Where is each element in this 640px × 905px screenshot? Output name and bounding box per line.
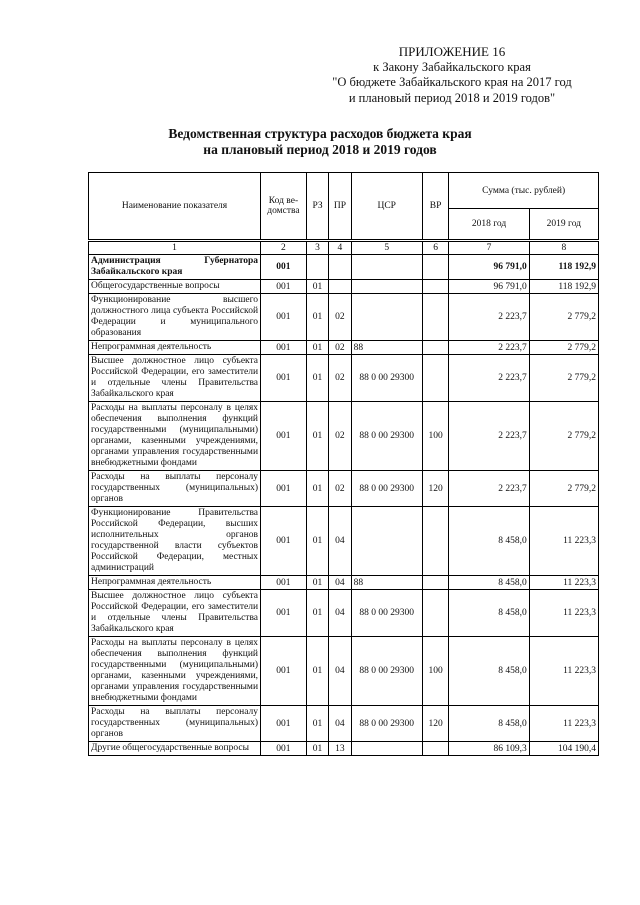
table-row xyxy=(89,255,599,280)
row-name: Функционирование Правительства Российской Федерации, высших исполнительных органов государственной власти субъектов Российской Федерации, местных администраций xyxy=(89,507,261,576)
appendix-law-ref: к Закону Забайкальского края xyxy=(373,59,531,74)
row-vr: 100 xyxy=(422,402,448,471)
table-row xyxy=(89,706,599,742)
row-vr: 100 xyxy=(422,637,448,706)
table-row xyxy=(89,341,599,355)
column-number: 7 xyxy=(449,241,529,255)
row-sum-2018: 2 223,7 xyxy=(449,402,529,471)
row-name: Другие общегосударственные вопросы xyxy=(89,742,261,756)
row-sum-2019: 11 223,3 xyxy=(529,507,598,576)
row-sum-2019: 11 223,3 xyxy=(529,590,598,637)
row-rz: 01 xyxy=(306,294,328,341)
column-number: 1 xyxy=(89,241,261,255)
header-pr: ПР xyxy=(329,173,351,241)
header-csr: ЦСР xyxy=(351,173,422,241)
row-vr xyxy=(422,280,448,294)
row-pr xyxy=(329,255,351,280)
row-csr: 88 xyxy=(351,341,422,355)
row-sum-2018: 2 223,7 xyxy=(449,355,529,402)
row-csr: 88 0 00 29300 xyxy=(351,706,422,742)
document-title xyxy=(0,126,640,158)
column-number: 2 xyxy=(261,241,307,255)
row-name: Непрограммная деятельность xyxy=(89,341,261,355)
row-ved: 001 xyxy=(261,280,307,294)
header-sum: Сумма (тыс. рублей) xyxy=(449,173,599,209)
row-ved: 001 xyxy=(261,402,307,471)
row-sum-2018: 8 458,0 xyxy=(449,590,529,637)
column-number: 6 xyxy=(422,241,448,255)
row-sum-2019: 11 223,3 xyxy=(529,637,598,706)
row-vr xyxy=(422,255,448,280)
row-pr: 02 xyxy=(329,402,351,471)
row-csr: 88 0 00 29300 xyxy=(351,590,422,637)
row-sum-2019: 2 779,2 xyxy=(529,402,598,471)
row-sum-2018: 2 223,7 xyxy=(449,341,529,355)
row-csr xyxy=(351,507,422,576)
row-csr xyxy=(351,294,422,341)
row-sum-2018: 2 223,7 xyxy=(449,294,529,341)
row-csr: 88 0 00 29300 xyxy=(351,471,422,507)
column-number: 5 xyxy=(351,241,422,255)
row-sum-2018: 8 458,0 xyxy=(449,637,529,706)
row-ved: 001 xyxy=(261,637,307,706)
row-csr xyxy=(351,742,422,756)
row-pr: 13 xyxy=(329,742,351,756)
row-sum-2018: 8 458,0 xyxy=(449,706,529,742)
row-sum-2018: 8 458,0 xyxy=(449,576,529,590)
row-sum-2019: 2 779,2 xyxy=(529,355,598,402)
row-rz: 01 xyxy=(306,742,328,756)
row-rz: 01 xyxy=(306,507,328,576)
row-rz: 01 xyxy=(306,637,328,706)
header-2019: 2019 год xyxy=(529,209,598,241)
row-csr xyxy=(351,255,422,280)
row-ved: 001 xyxy=(261,355,307,402)
row-pr: 02 xyxy=(329,341,351,355)
row-name: Непрограммная деятельность xyxy=(89,576,261,590)
appendix-header xyxy=(322,44,582,106)
document-title-line-2: на плановый период 2018 и 2019 годов xyxy=(203,142,437,157)
row-vr xyxy=(422,590,448,637)
row-pr xyxy=(329,280,351,294)
row-sum-2018: 86 109,3 xyxy=(449,742,529,756)
column-number: 8 xyxy=(529,241,598,255)
row-name: Расходы на выплаты персоналу государственных (муниципальных) органов xyxy=(89,706,261,742)
row-name: Расходы на выплаты персоналу в целях обеспечения выполнения функций государственными (муниципальными) органами, казенными учреждениями, органами управления государственными внебюджетными фондами xyxy=(89,637,261,706)
document-title-line-1: Ведомственная структура расходов бюджета края xyxy=(168,126,472,141)
row-vr: 120 xyxy=(422,706,448,742)
table-row xyxy=(89,576,599,590)
row-sum-2019: 118 192,9 xyxy=(529,280,598,294)
row-ved: 001 xyxy=(261,471,307,507)
row-sum-2019: 2 779,2 xyxy=(529,294,598,341)
row-csr: 88 0 00 29300 xyxy=(351,402,422,471)
row-rz: 01 xyxy=(306,471,328,507)
row-pr: 04 xyxy=(329,706,351,742)
row-sum-2019: 118 192,9 xyxy=(529,255,598,280)
row-pr: 04 xyxy=(329,507,351,576)
row-name: Высшее должностное лицо субъекта Российской Федерации, его заместители и отдельные члены Правительства Забайкальского края xyxy=(89,355,261,402)
row-name: Общегосударственные вопросы xyxy=(89,280,261,294)
table-row xyxy=(89,471,599,507)
row-pr: 02 xyxy=(329,471,351,507)
row-sum-2019: 11 223,3 xyxy=(529,706,598,742)
row-rz: 01 xyxy=(306,590,328,637)
row-rz: 01 xyxy=(306,576,328,590)
header-ved: Код ве-домства xyxy=(261,173,307,241)
row-vr: 120 xyxy=(422,471,448,507)
row-rz: 01 xyxy=(306,341,328,355)
row-sum-2018: 96 791,0 xyxy=(449,280,529,294)
row-rz: 01 xyxy=(306,706,328,742)
row-name: Администрация Губернатора Забайкальского края xyxy=(89,255,261,280)
row-vr xyxy=(422,355,448,402)
row-ved: 001 xyxy=(261,294,307,341)
row-ved: 001 xyxy=(261,706,307,742)
row-rz: 01 xyxy=(306,402,328,471)
row-vr xyxy=(422,341,448,355)
table-row xyxy=(89,355,599,402)
header-2018: 2018 год xyxy=(449,209,529,241)
appendix-law-title-2: и плановый период 2018 и 2019 годов" xyxy=(348,90,556,105)
column-number-row xyxy=(89,241,599,255)
row-pr: 04 xyxy=(329,590,351,637)
table-row xyxy=(89,742,599,756)
row-name: Функционирование высшего должностного лица субъекта Российской Федерации и муниципального образования xyxy=(89,294,261,341)
table-row xyxy=(89,402,599,471)
row-ved: 001 xyxy=(261,341,307,355)
row-rz xyxy=(306,255,328,280)
table-row xyxy=(89,507,599,576)
header-rz: РЗ xyxy=(306,173,328,241)
row-sum-2019: 2 779,2 xyxy=(529,471,598,507)
row-vr xyxy=(422,576,448,590)
row-pr: 04 xyxy=(329,576,351,590)
row-sum-2019: 2 779,2 xyxy=(529,341,598,355)
row-vr xyxy=(422,294,448,341)
row-csr xyxy=(351,280,422,294)
appendix-number: ПРИЛОЖЕНИЕ 16 xyxy=(398,44,506,59)
row-ved: 001 xyxy=(261,507,307,576)
row-ved: 001 xyxy=(261,576,307,590)
row-pr: 02 xyxy=(329,355,351,402)
row-sum-2019: 104 190,4 xyxy=(529,742,598,756)
row-csr: 88 xyxy=(351,576,422,590)
appendix-law-title-1: "О бюджете Забайкальского края на 2017 год xyxy=(332,75,572,89)
table-row xyxy=(89,280,599,294)
header-name: Наименование показателя xyxy=(89,173,261,241)
row-sum-2018: 8 458,0 xyxy=(449,507,529,576)
row-rz: 01 xyxy=(306,355,328,402)
column-number: 3 xyxy=(306,241,328,255)
row-ved: 001 xyxy=(261,590,307,637)
table-row xyxy=(89,294,599,341)
row-csr: 88 0 00 29300 xyxy=(351,637,422,706)
row-rz: 01 xyxy=(306,280,328,294)
row-ved: 001 xyxy=(261,255,307,280)
table-row xyxy=(89,590,599,637)
row-pr: 04 xyxy=(329,637,351,706)
row-name: Расходы на выплаты персоналу в целях обеспечения выполнения функций государственными (муниципальными) органами, казенными учреждениями, органами управления государственными внебюджетными фондами xyxy=(89,402,261,471)
row-vr xyxy=(422,507,448,576)
column-number: 4 xyxy=(329,241,351,255)
header-vr: ВР xyxy=(422,173,448,241)
budget-table xyxy=(88,172,599,756)
table-row xyxy=(89,637,599,706)
row-name: Высшее должностное лицо субъекта Российской Федерации, его заместители и отдельные члены Правительства Забайкальского края xyxy=(89,590,261,637)
row-sum-2018: 96 791,0 xyxy=(449,255,529,280)
row-pr: 02 xyxy=(329,294,351,341)
row-vr xyxy=(422,742,448,756)
row-name: Расходы на выплаты персоналу государственных (муниципальных) органов xyxy=(89,471,261,507)
row-csr: 88 0 00 29300 xyxy=(351,355,422,402)
row-sum-2019: 11 223,3 xyxy=(529,576,598,590)
row-ved: 001 xyxy=(261,742,307,756)
row-sum-2018: 2 223,7 xyxy=(449,471,529,507)
